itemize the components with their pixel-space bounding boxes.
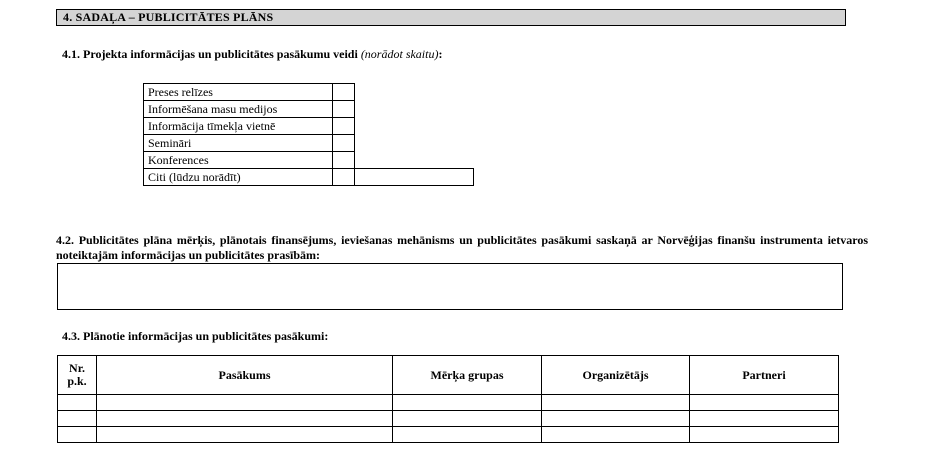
table-row	[144, 101, 474, 118]
section-number: 4.	[63, 10, 73, 24]
question-4-1-text: 4.1. Projekta informācijas un publicitātes pasākumu veidi	[62, 47, 358, 61]
publicity-plan-textbox[interactable]	[57, 263, 843, 310]
table-row	[144, 118, 474, 135]
table-row	[144, 135, 474, 152]
cell-event[interactable]	[97, 411, 393, 427]
column-header-nr-line2: p.k.	[67, 374, 87, 388]
table-row	[58, 427, 839, 443]
cell-partners[interactable]	[690, 411, 839, 427]
column-header-event: Pasākums	[97, 356, 393, 395]
column-header-target-groups: Mērķa grupas	[393, 356, 542, 395]
count-field-mass-media[interactable]	[333, 101, 355, 118]
question-4-1-label	[62, 47, 442, 62]
cell-target-groups[interactable]	[393, 411, 542, 427]
cell-partners[interactable]	[690, 427, 839, 443]
column-header-partners: Partneri	[690, 356, 839, 395]
question-4-3-label: 4.3. Plānotie informācijas un publicitātes pasākumi:	[62, 329, 329, 343]
publicity-types-table	[143, 83, 474, 186]
cell-partners[interactable]	[690, 395, 839, 411]
count-field-other[interactable]	[333, 169, 355, 186]
section-header	[56, 9, 846, 26]
cell-nr[interactable]	[58, 395, 97, 411]
other-specify-field[interactable]	[355, 169, 474, 186]
column-header-organizer: Organizētājs	[542, 356, 690, 395]
table-header-row	[58, 356, 839, 395]
cell-event[interactable]	[97, 427, 393, 443]
cell-organizer[interactable]	[542, 427, 690, 443]
type-label-mass-media: Informēšana masu medijos	[144, 101, 333, 118]
count-field-website[interactable]	[333, 118, 355, 135]
cell-target-groups[interactable]	[393, 427, 542, 443]
table-row	[144, 169, 474, 186]
question-4-2-label: 4.2. Publicitātes plāna mērķis, plānotais finansējums, ieviešanas mehānisms un publicitātes pasākumi saskaņā ar Norvēģijas finanšu instrumenta ietvaros noteiktajām informācijas un publicitātes prasībām:	[56, 233, 868, 262]
cell-target-groups[interactable]	[393, 395, 542, 411]
section-title: SADAĻA – PUBLICITĀTES PLĀNS	[75, 10, 274, 24]
type-label-conferences: Konferences	[144, 152, 333, 169]
type-label-website: Informācija tīmekļa vietnē	[144, 118, 333, 135]
table-row	[144, 84, 474, 101]
cell-organizer[interactable]	[542, 411, 690, 427]
cell-nr[interactable]	[58, 427, 97, 443]
count-field-seminars[interactable]	[333, 135, 355, 152]
type-label-other: Citi (lūdzu norādīt)	[144, 169, 333, 186]
cell-nr[interactable]	[58, 411, 97, 427]
column-header-nr-line1: Nr.	[69, 361, 85, 375]
table-row	[58, 395, 839, 411]
question-4-1-hint: (norādot skaitu)	[360, 47, 439, 61]
planned-events-table	[57, 355, 839, 443]
question-4-1-suffix: :	[438, 47, 443, 61]
count-field-conferences[interactable]	[333, 152, 355, 169]
table-row	[144, 152, 474, 169]
column-header-nr	[58, 356, 97, 395]
type-label-press-releases: Preses relīzes	[144, 84, 333, 101]
cell-event[interactable]	[97, 395, 393, 411]
count-field-press-releases[interactable]	[333, 84, 355, 101]
type-label-seminars: Semināri	[144, 135, 333, 152]
cell-organizer[interactable]	[542, 395, 690, 411]
table-row	[58, 411, 839, 427]
